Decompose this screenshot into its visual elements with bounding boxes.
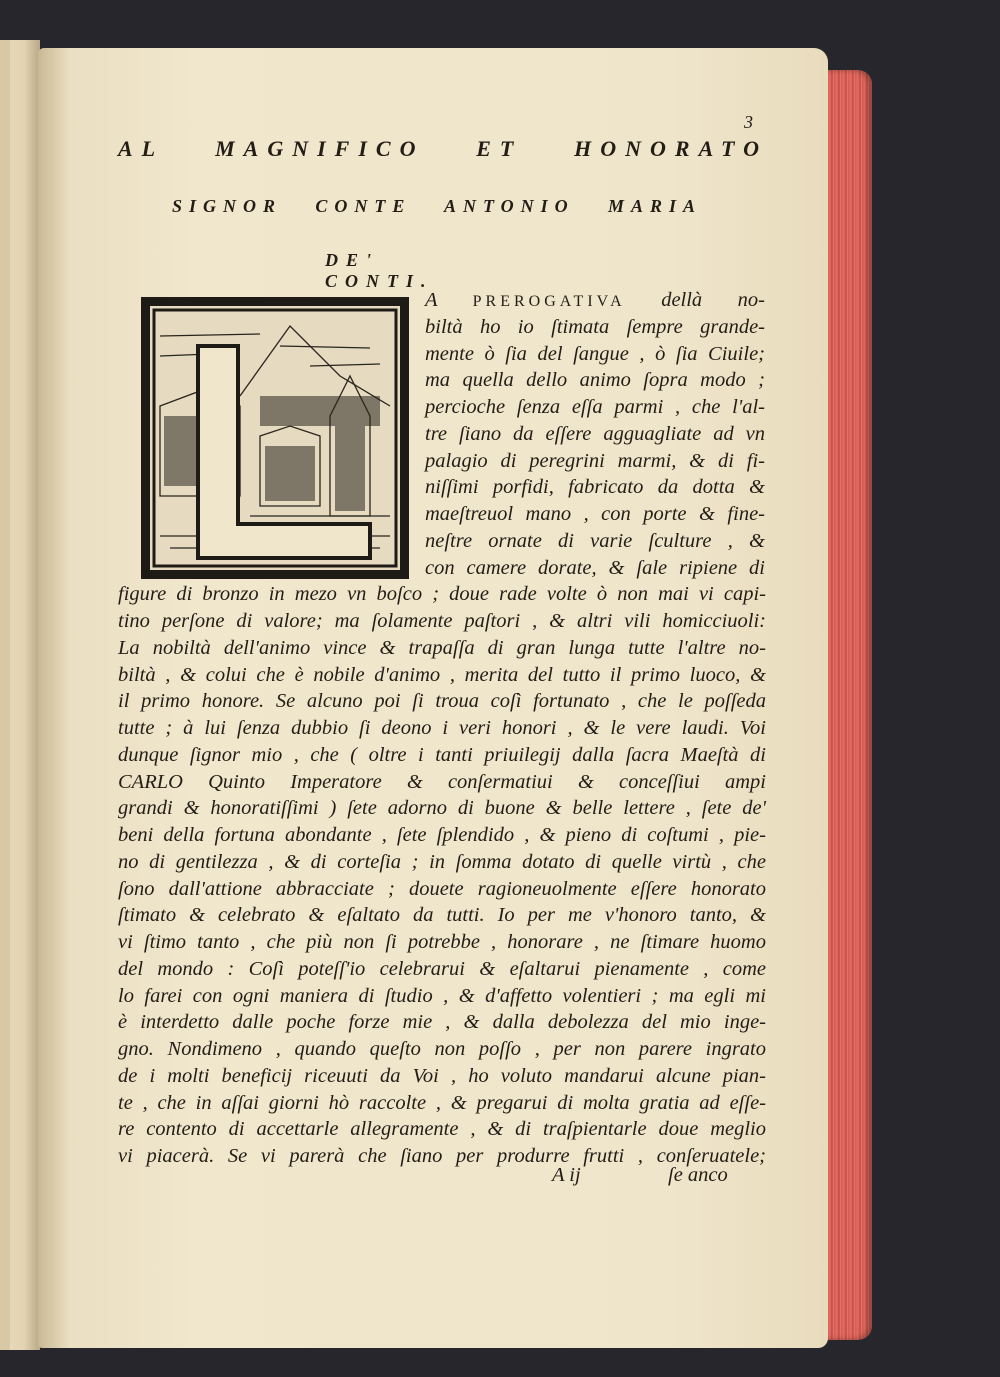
text-line: è interdetto dalle poche forze mie , & dalla debolezza del mio inge-	[118, 1011, 766, 1034]
heading-line-3: DE' CONTI.	[325, 250, 434, 291]
woodcut-initial-letter	[140, 296, 410, 580]
text-line: tutte ; à lui ſenza dubbio ſi deono i veri honori , & le vere laudi. Voi	[118, 717, 766, 739]
text-line: neſtre ornate di varie ſculture , &	[425, 529, 765, 552]
heading-line-2: SIGNOR CONTE ANTONIO MARIA	[172, 196, 702, 216]
text-line: vi ſtimo tanto , che più non ſi potrebbe , honorare , ne ſtimare huomo	[118, 931, 766, 953]
text-line-opening	[425, 287, 765, 313]
text-line: beni della fortuna abondante , ſete ſplendido , & pieno di coſtumi , pie-	[118, 824, 766, 846]
opening-rest: dellà no-	[661, 289, 765, 311]
text-line: palagio di peregrini marmi, & di fi-	[425, 449, 765, 472]
text-line: lo farei con ogni maniera di ſtudio , & d'affetto volentieri ; ma egli mi	[118, 984, 766, 1007]
text-line: figure di bronzo in mezo vn boſco ; doue rade volte ò non mai vi capi-	[118, 583, 766, 606]
text-line: La nobiltà dell'animo vince & trapaſſa di gran lunga tutte l'altre no-	[118, 636, 766, 659]
text-line: il primo honore. Se alcuno poi ſi troua coſì fortunato , che le poſſeda	[118, 690, 766, 713]
signature-mark: A ij	[552, 1164, 581, 1186]
text-line: dunque ſignor mio , che ( oltre i tanti priuilegij dalla ſacra Maeſtà di	[118, 743, 766, 766]
page-number: 3	[744, 112, 753, 132]
text-line: gno. Nondimeno , quando queſto non poſſo , per non parere ingrato	[118, 1038, 766, 1060]
text-line: percioche ſenza eſſa parmi , che l'al-	[425, 396, 765, 418]
text-line: vi piacerà. Se vi parerà che ſiano per produrre frutti , conſeruatele;	[118, 1145, 766, 1167]
text-line: CARLO Quinto Imperatore & conſermatiui & conceſſiui ampi	[118, 770, 766, 793]
text-line: niſſimi porfidi, fabricato da dotta &	[425, 476, 765, 499]
text-line: ſtimato & celebrato & eſaltato da tutti. Io per me v'honoro tanto, &	[118, 904, 766, 927]
text-line: maeſtreuol mano , con porte & fine-	[425, 503, 765, 525]
text-line: del mondo : Coſì poteſſ'io celebrarui & eſaltarui pienamente , come	[118, 957, 766, 980]
text-line: re contento di accettarle allegramente , & di traſpientarle doue meglio	[118, 1118, 766, 1141]
left-page-edge	[0, 40, 10, 1350]
heading-line-1: AL MAGNIFICO ET HONORATO	[118, 136, 768, 161]
catchword: ſe anco	[668, 1164, 728, 1186]
text-line: ma quella dello animo ſopra modo ;	[425, 369, 765, 392]
text-line: te , che in aſſai giorni hò raccolte , & pregarui di molta gratia ad eſſe-	[118, 1091, 766, 1114]
text-line: no di gentilezza , & di corteſia ; in ſomma dotato di quelle virtù , che	[118, 850, 766, 873]
opening-caps: PREROGATIVA	[472, 293, 626, 310]
text-line: con camere dorate, & ſale ripiene di	[425, 556, 765, 579]
text-line: mente ò ſia del ſangue , ò ſia Ciuile;	[425, 342, 765, 365]
text-line: tre ſiano da eſſere agguagliate ad vn	[425, 422, 765, 445]
text-line: de i molti beneficij riceuuti da Voi , ho voluto mandarui alcune pian-	[118, 1064, 766, 1087]
opening-a: A	[425, 289, 438, 311]
text-line: ſono dall'attione abbracciate ; douete ragioneuolmente eſſere honorato	[118, 877, 766, 900]
text-line: tino perſone di valore; ma ſolamente paſtori , & altri vili homicciuoli:	[118, 610, 766, 632]
text-line: biltà , & colui che è nobile d'animo , merita del tutto il primo luoco, &	[118, 663, 766, 686]
text-line: grandi & honoratiſſimi ) ſete adorno di buone & belle lettere , ſete de'	[118, 797, 766, 820]
text-line: biltà ho io ſtimata ſempre grande-	[425, 315, 765, 338]
